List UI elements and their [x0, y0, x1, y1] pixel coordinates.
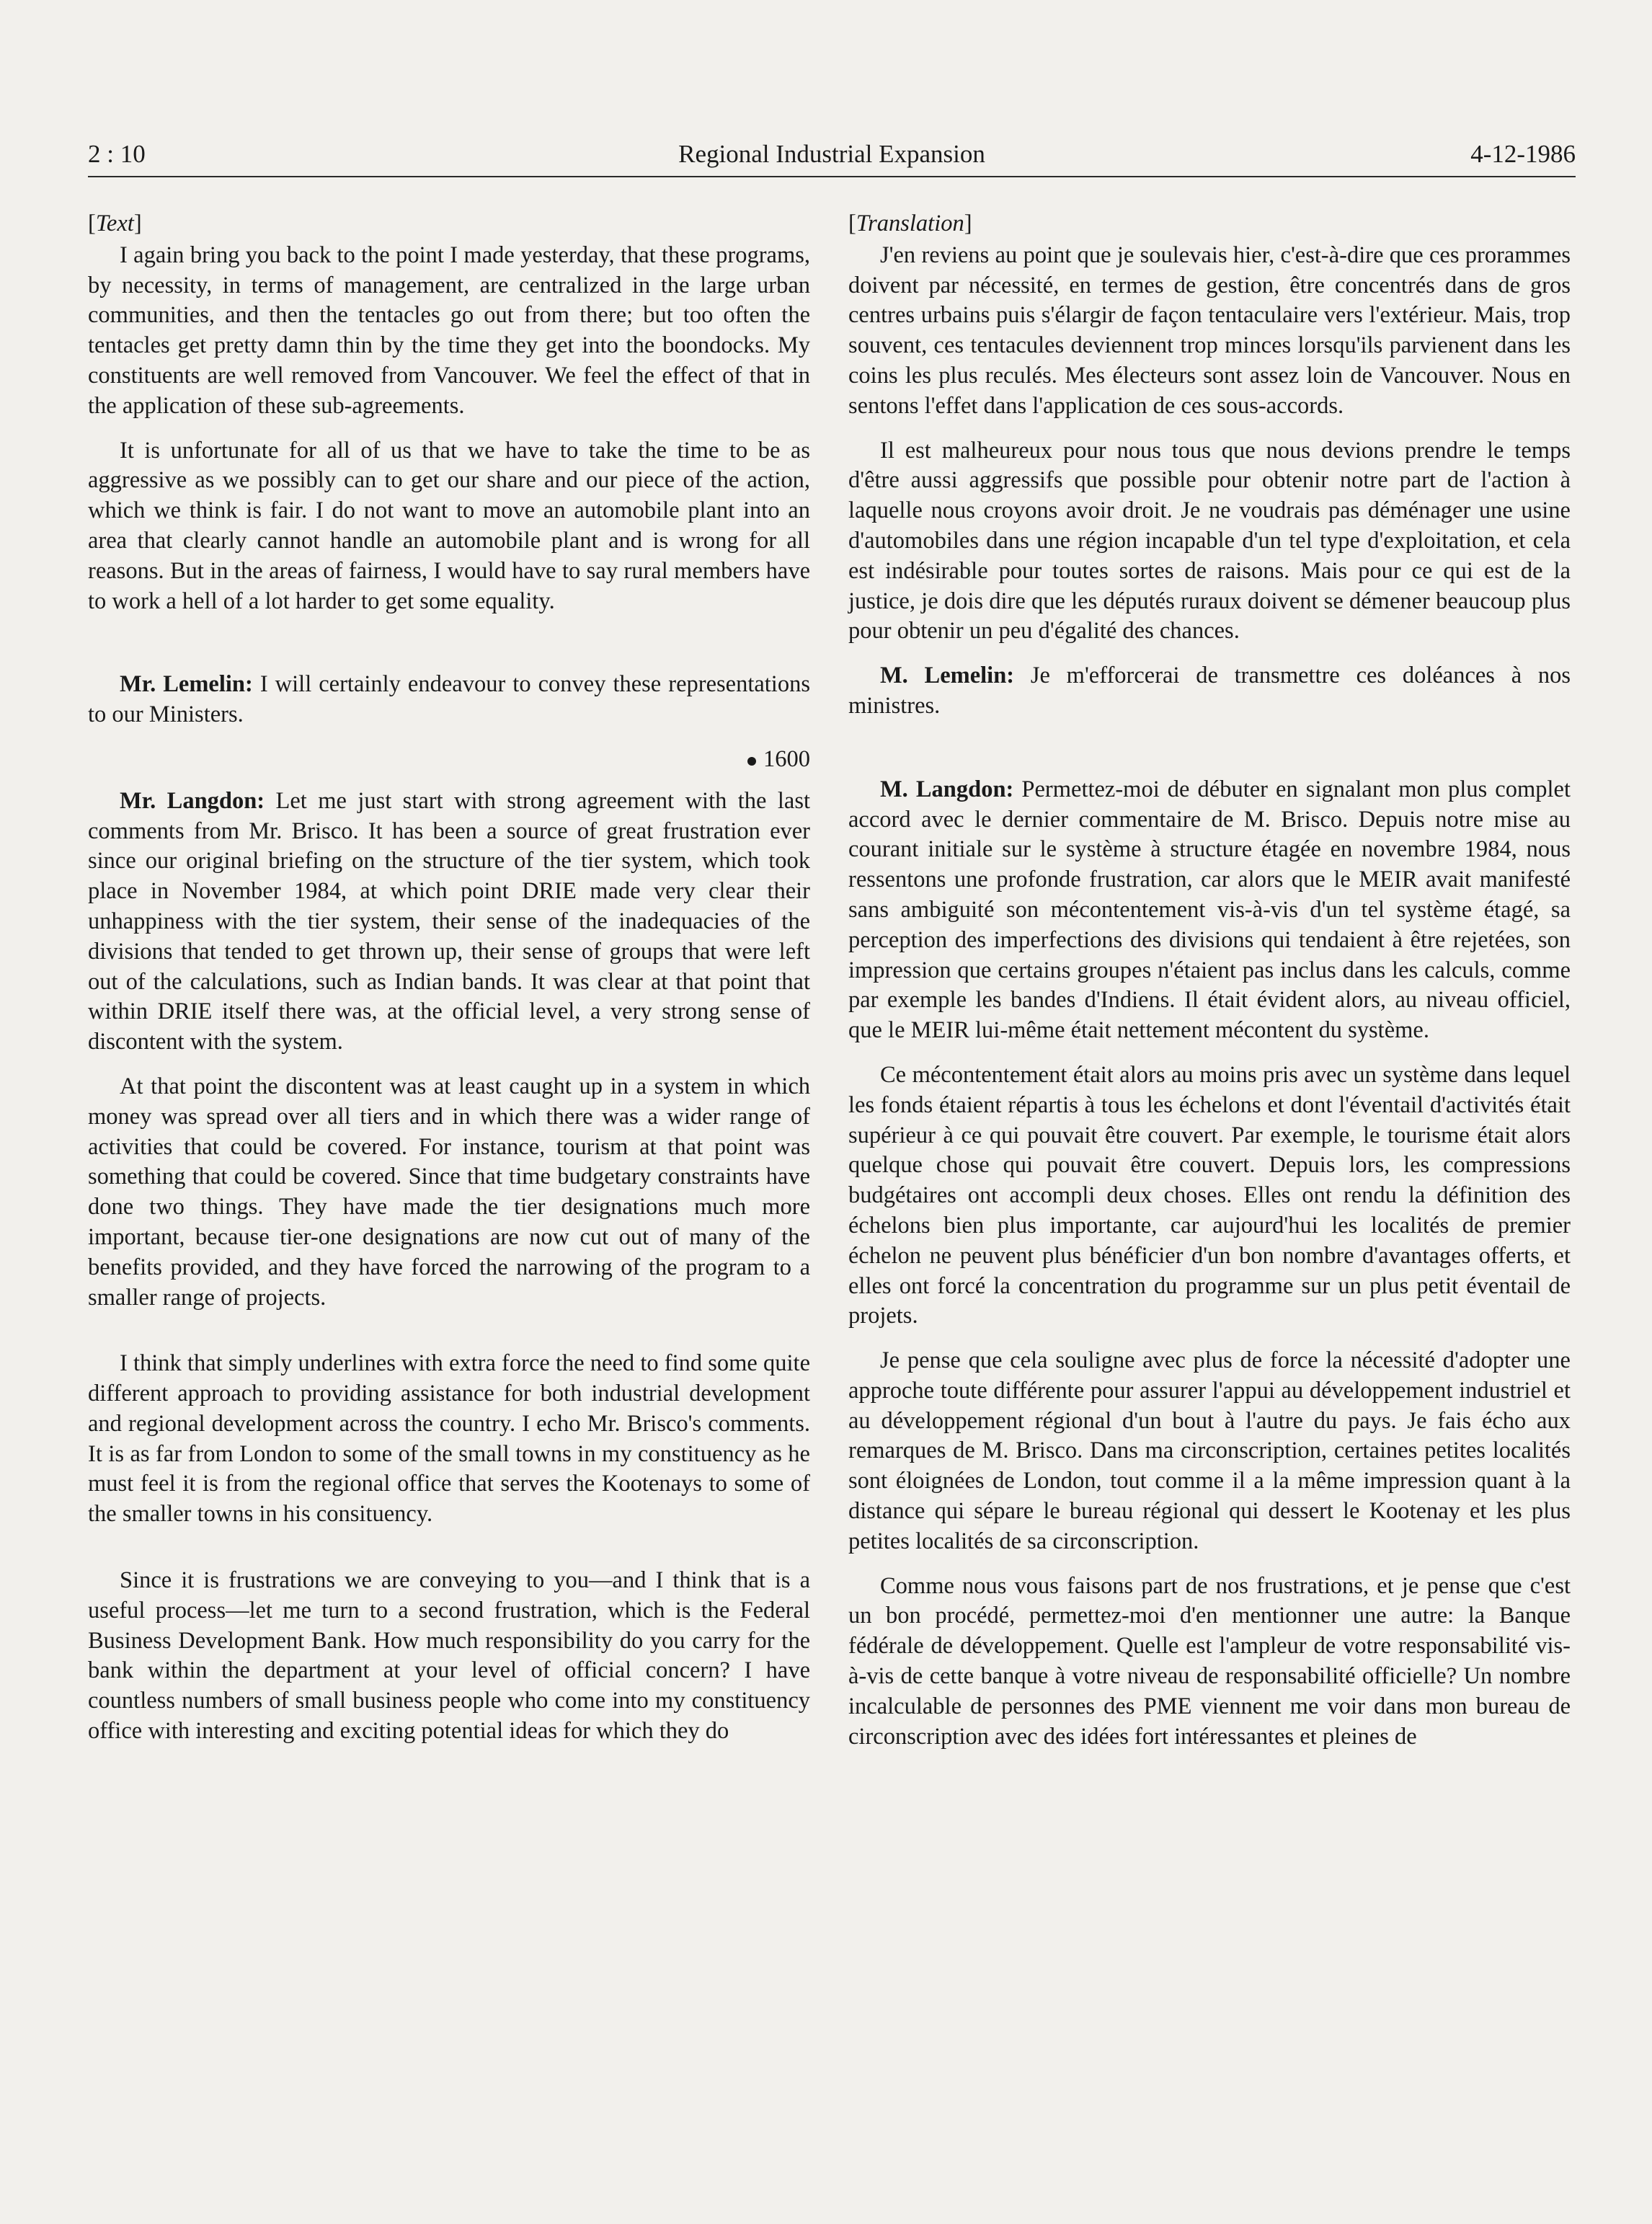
speaker-paragraph: [88, 787, 810, 1058]
paragraph: It is unfortunate for all of us that we have to take the time to be as aggressive as we possibly can to get our share and our piece of the action, which we think is fair. I do not want to move an automobile plant into an area that clearly cannot handle an automobile plant and is wrong for all reasons. But in the areas of fairness, I would have to say rural members have to work a hell of a lot harder to get some equality.: [88, 437, 810, 614]
paragraph: I think that simply underlines with extra force the need to find some quite different approach to providing assistance for both industrial development and regional development across the country. I echo Mr. Brisco's comments. It is as far from London to some of the small towns in my constituency as he must feel it is from the regional office that serves the Kootenays to some of the smaller towns in his consituency.: [88, 1350, 810, 1528]
speaker-name: M. Lemelin:: [880, 663, 1015, 689]
speaker-name: Mr. Lemelin:: [120, 671, 253, 698]
speaker-name: M. Langdon:: [880, 776, 1014, 802]
bullet-icon: [747, 757, 756, 766]
running-title: Regional Industrial Expansion: [678, 140, 985, 168]
speaker-text: I will certainly endeavour to convey these representations to our Ministers.: [88, 671, 810, 728]
timestamp: [88, 745, 810, 775]
timestamp-value: 1600: [763, 745, 810, 772]
paragraph: I again bring you back to the point I made yesterday, that these programs, by necessity, in terms of management, are centralized in the large urban communities, and then the tentacles go out from there; but too often the tentacles get pretty damn thin by the time they get into the boondocks. My constituents are well removed from Vancouver. We feel the effect of that in the application of these sub-agreements.: [88, 242, 810, 419]
page-header: [88, 136, 1576, 177]
spacer: [88, 1544, 810, 1566]
paragraph: Ce mécontentement était alors au moins pris avec un système dans lequel les fonds étaient répartis à tous les échelons et dont l'éventail d'activités était supérieur à ce qui pouvait être couvert. Par exemple, le tourisme était alors quelque chose qui pouvait être couvert. Depuis lors, les compressions budgétaires ont accompli deux choses. Elles ont rendu la définition des échelons bien plus importante, car aujourd'hui les localités de premier échelon ne peuvent plus bénéficier d'un bon nombre d'avantages offerts, et elles ont forcé la concentration du programme sur un plus petit éventail de projets.: [848, 1061, 1571, 1329]
paragraph: J'en reviens au point que je soulevais hier, c'est-à-dire que ces prorammes doivent par nécessité, en termes de gestion, être concentrés dans de gros centres urbains puis s'élargir de façon tentaculaire vers l'extérieur. Mais, trop souvent, ces tentacules deviennent trop minces lorsqu'ils parvienent dans les coins les plus reculés. Mes électeurs sont assez loin de Vancouver. Nous en sentons l'effet dans l'application de ces sous-accords.: [848, 242, 1571, 419]
spacer: [88, 631, 810, 670]
speaker-paragraph: [848, 775, 1571, 1046]
speaker-text: Let me just start with strong agreement with the last comments from Mr. Brisco. It has been a source of great frustration ever since our original briefing on the structure of the tier system, which took place in November 1984, at which point DRIE made very clear their unhappiness with the tier system, their sense of the inadequacies of the divisions that tended to get thrown up, their sense of groups that were left out of the calculations, such as Indian bands. It was clear at that point that within DRIE itself there was, at the official level, a very strong sense of discontent with the system.: [88, 787, 811, 1055]
speaker-text: Permettez-moi de débuter en signalant mon plus complet accord avec le dernier commentaire de M. Brisco. Depuis notre mise au courant initiale sur le système à structure étagée en novembre 1984, nous ressentons une profonde frustration, car alors que le MEIR avait manifesté sans ambiguité son mécontentement vis-à-vis d'un tel système étagé, sa perception des imperfections des divisions qui tendaient à être rejetées, son impression que certains groupes n'étaient pas inclus dans les calculs, comme par exemple les bandes d'Indiens. Il était évident alors, au niveau officiel, que le MEIR lui-même était nettement mécontent du système.: [848, 776, 1571, 1044]
paragraph: Since it is frustrations we are conveying to you—and I think that is a useful process—let me turn to a second frustration, which is the Federal Business Development Bank. How much responsibility do you carry for the bank within the department at your level of official concern? I have countless numbers of small business people who come into my constituency office with interesting and exciting potential ideas for which they do: [88, 1567, 810, 1745]
spacer: [88, 1327, 810, 1349]
english-column: [88, 209, 810, 1761]
translation-label-word: Translation: [856, 211, 964, 236]
translation-label: [Translation]: [848, 211, 972, 236]
speaker-paragraph: [848, 661, 1571, 722]
header-date: 4-12-1986: [1470, 140, 1576, 168]
french-column: [848, 209, 1571, 1766]
speaker-text: Je m'efforcerai de transmettre ces doléances à nos ministres.: [848, 663, 1571, 719]
spacer: [848, 736, 1571, 775]
paragraph: Il est malheureux pour nous tous que nous devions prendre le temps d'être aussi aggressifs que possible pour obtenir notre part de l'action à laquelle nous croyons avoir droit. Je ne voudrais pas déménager une usine d'automobiles dans une région incapable d'un tel type d'exploitation, et cela est indésirable pour toutes sortes de raisons. Mais pour ce qui est de la justice, je dois dire que les députés ruraux doivent se démener beaucoup plus pour obtenir un peu d'égalité des chances.: [848, 437, 1571, 644]
paragraph: At that point the discontent was at least caught up in a system in which money was spread over all tiers and in which there was a wider range of activities that could be covered. For instance, tourism at that point was something that could be covered. Since that time budgetary constraints have done two things. They have made the tier designations much more important, because tier-one designations are now cut out of many of the benefits provided, and they have forced the narrowing of the program to a smaller range of projects.: [88, 1073, 810, 1311]
speaker-name: Mr. Langdon:: [120, 787, 265, 814]
text-label-word: Text: [95, 211, 134, 236]
paragraph: Je pense que cela souligne avec plus de force la nécessité d'adopter une approche toute différente pour assurer l'appui au développement industriel et au développement régional d'un bout à l'autre du pays. Je fais écho aux remarques de M. Brisco. Dans ma circonscription, certaines petites localités sont éloignées de London, tout comme il a la même impression quant à la distance qui sépare le bureau régional qui dessert le Kootenay et les plus petites localités de sa circonscription.: [848, 1347, 1571, 1554]
page-number: 2 : 10: [88, 140, 146, 168]
text-label: [Text]: [88, 211, 142, 236]
speaker-paragraph: [88, 670, 810, 730]
paragraph: Comme nous vous faisons part de nos frustrations, et je pense que c'est un bon procédé, permettez-moi d'en mentionner une autre: la Banque fédérale de développement. Quelle est l'ampleur de votre responsabilité vis-à-vis de cette banque à votre niveau de responsabilité officielle? Un nombre incalculable de personnes des PME viennent me voir dans mon bureau de circonscription avec des idées fort intéressantes et pleines de: [848, 1572, 1571, 1750]
